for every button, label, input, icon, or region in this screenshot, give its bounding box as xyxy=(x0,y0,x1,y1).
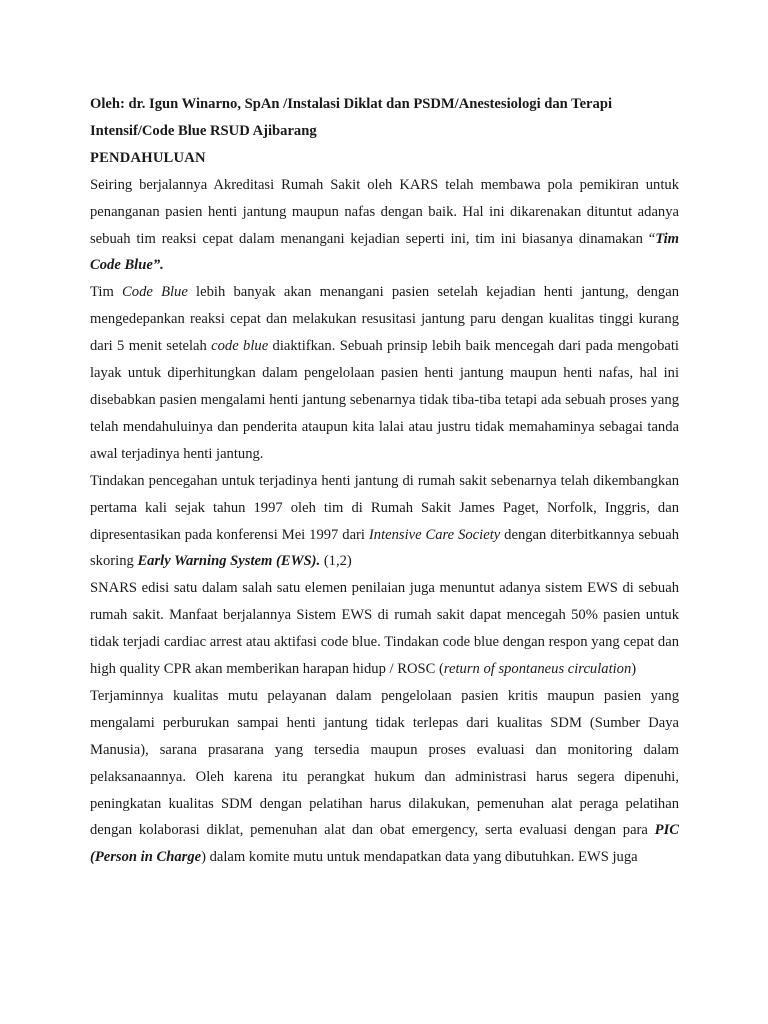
p3-d: Early Warning System (EWS). xyxy=(137,553,321,570)
document-page xyxy=(90,91,679,871)
p1-text: Seiring berjalannya Akreditasi Rumah Sakit oleh KARS telah membawa pola pemikiran untuk penanganan pasien henti jantung maupun nafas dengan baik. Hal ini dikarenakan dituntut adanya sebuah tim reaksi cepat dalam menangani kejadian seperti ini, tim ini biasanya dinamakan “ xyxy=(90,176,679,247)
p2-b: Code Blue xyxy=(122,284,188,301)
p5-a: Terjaminnya kualitas mutu pelayanan dalam pengelolaan pasien kritis maupun pasien yang mengalami perburukan sampai henti jantung tidak terlepas dari kualitas SDM (Sumber Daya Manusia), sarana prasarana yang tersedia maupun proses evaluasi dan monitoring dalam pelaksanaannya. Oleh karena itu perangkat hukum dan administrasi harus segera dipenuhi, peningkatan kualitas SDM dengan pelatihan harus dilakukan, pemenuhan alat peraga pelatihan dengan kolaborasi diklat, pemenuhan alat dan obat emergency, serta evaluasi dengan para xyxy=(90,687,679,839)
p3-a: Tindakan pencegahan untuk terjadinya henti jantung di rumah sakit sebenarnya telah dikembangkan pertama kali sejak tahun 1997 oleh tim di Rumah Sakit James Paget, Norfolk, Inggris, dan dipresentasikan pada konferensi Mei 1997 dari xyxy=(90,472,679,543)
p2-d: code blue xyxy=(211,338,269,355)
p4-c: ) xyxy=(631,661,637,678)
paragraph-4 xyxy=(90,575,679,683)
paragraph-3 xyxy=(90,468,679,576)
paragraph-5 xyxy=(90,683,679,871)
p3-e: (1,2) xyxy=(320,553,352,570)
section-heading: PENDAHULUAN xyxy=(90,149,206,166)
p5-c: ) dalam komite mutu untuk mendapatkan data yang dibutuhkan. EWS juga xyxy=(201,849,638,866)
paragraph-2 xyxy=(90,279,679,467)
paragraph-1 xyxy=(90,172,679,280)
p4-a: SNARS edisi satu dalam salah satu elemen penilaian juga menuntut adanya sistem EWS di sebuah rumah sakit. Manfaat berjalannya Sistem EWS di rumah sakit dapat mencegah 50% pasien untuk tidak terjadi cardiac arrest atau aktifasi code blue. Tindakan code blue dengan respon yang cepat dan high quality CPR akan memberikan harapan hidup / ROSC ( xyxy=(90,580,679,678)
p1-term: Tim Code Blue”. xyxy=(90,230,679,274)
p3-c: dengan diterbitkannya sebuah skoring xyxy=(90,526,679,570)
author-line: Oleh: dr. Igun Winarno, SpAn /Instalasi Diklat dan PSDM/Anestesiologi dan Terapi Intensif/Code Blue RSUD Ajibarang xyxy=(90,96,613,139)
p5-b: PIC (Person in Charge xyxy=(90,822,679,866)
p3-b: Intensive Care Society xyxy=(368,526,501,543)
p2-c: lebih banyak akan menangani pasien setelah kejadian henti jantung, dengan mengedepankan reaksi cepat dan melakukan resusitasi jantung paru dengan kualitas tinggi kurang dari 5 menit setelah xyxy=(90,284,679,355)
p4-b: return of spontaneus circulation xyxy=(443,661,632,678)
p2-a: Tim xyxy=(90,284,123,301)
p2-e: diaktifkan. Sebuah prinsip lebih baik mencegah dari pada mengobati layak untuk diperhitungkan dalam pengelolaan pasien henti jantung maupun henti nafas, hal ini disebabkan pasien mengalami henti jantung sebenarnya tidak tiba-tiba tetapi ada sebuah proses yang telah mendahuluinya dan penderita ataupun kita lalai atau justru tidak memahaminya sebagai tanda awal terjadinya henti jantung. xyxy=(90,338,679,462)
